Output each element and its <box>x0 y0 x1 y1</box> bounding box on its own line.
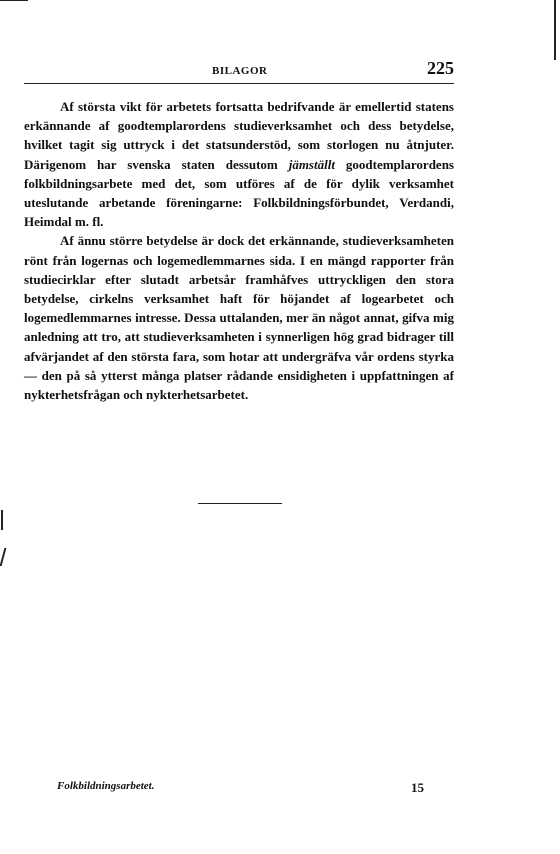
section-end-rule <box>198 503 282 504</box>
running-head: BILAGOR <box>212 65 268 77</box>
paragraph-text: Af största vikt för arbetets fortsatta bedrifvande är emellertid statens erkännande af goodtemplarordens studieverksamhet och dess betydelse, hvilket tagit sig uttryck i det statsunderstöd, som storlogen nu åtnjuter. Därigenom har svenska staten dessutom <box>24 99 454 172</box>
paragraph-text: goodtemplarordens folkbildningsarbete med det, som utföres af de för dylik verksamhet uteslutande arbetande föreningarne: Folkbildningsförbundet, Verdandi, Heimdal m. fl. <box>24 156 454 230</box>
emphasis-text: jämställt <box>288 156 335 172</box>
page-header <box>24 58 454 84</box>
signature-mark: Folkbildningsarbetet. <box>57 780 155 792</box>
left-edge-mark <box>1 510 3 530</box>
body-text <box>24 97 454 404</box>
paragraph <box>24 97 454 231</box>
page-number: 225 <box>427 58 454 78</box>
sheet-number: 15 <box>411 780 424 795</box>
left-edge-mark <box>0 548 6 566</box>
right-edge-mark <box>554 0 556 60</box>
left-edge-mark <box>0 0 28 1</box>
paragraph: Af ännu större betydelse är dock det erkännande, studieverksamheten rönt från logernas och logemedlemmarnes sida. I en mängd rapporter från studiecirklar efter slutadt arbetsår framhåfves uttryckligen den stora betydelse, cirkelns verksamhet haft för höjandet af logearbetet och logemedlemmarnes intresse. Dessa uttalanden, mer än något annat, gifva mig anledning att tro, att studieverksamheten i synnerligen hög grad bidrager till afvärjandet af den största fara, som hotar att undergräfva vår ordens styrka — den på så ytterst många platser rådande ensidigheten i uppfattningen af nykterhetsfrågan och nykterhetsarbetet. <box>24 233 454 403</box>
header-rule <box>24 83 454 84</box>
